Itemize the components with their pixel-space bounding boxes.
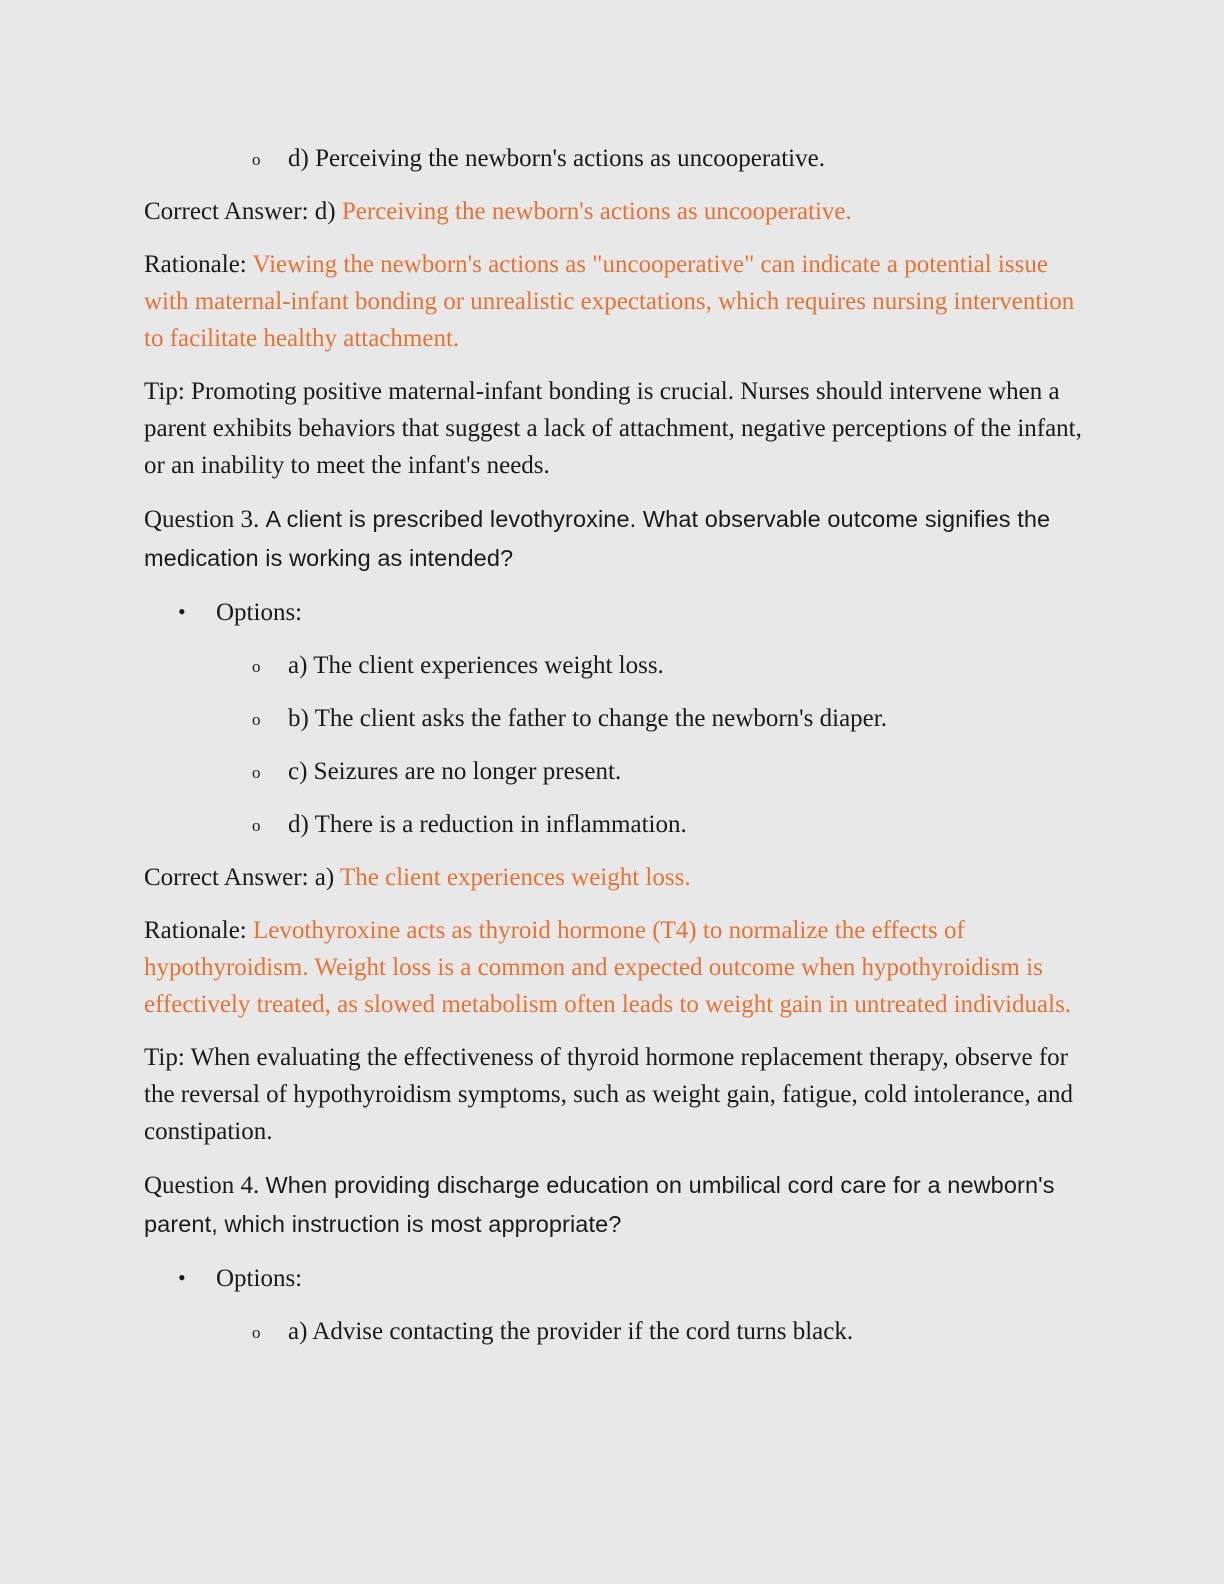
sub-bullet-marker: o: [252, 657, 261, 676]
answer-text: The client experiences weight loss.: [340, 864, 691, 891]
option-item: [144, 753, 1084, 790]
sub-bullet-marker: o: [252, 710, 261, 729]
rationale: [144, 246, 1084, 357]
rationale-prefix: Rationale:: [144, 251, 253, 278]
sub-bullet-marker: o: [252, 150, 261, 169]
option-text: d) Perceiving the newborn's actions as uncooperative.: [288, 145, 825, 172]
sub-bullet-marker: o: [252, 1323, 261, 1342]
correct-answer: [144, 859, 1084, 896]
options-label: Options:: [216, 1265, 303, 1292]
rationale-prefix: Rationale:: [144, 917, 253, 944]
sub-bullet-marker: o: [252, 763, 261, 782]
option-item: [144, 140, 1084, 177]
option-item: [144, 806, 1084, 843]
rationale: [144, 912, 1084, 1023]
option-item: [144, 647, 1084, 684]
answer-text: Perceiving the newborn's actions as uncooperative.: [341, 198, 852, 225]
bullet-marker: •: [178, 1265, 186, 1290]
question-3: [144, 500, 1084, 578]
options-label: Options:: [216, 599, 303, 626]
question-label: Question 3.: [144, 506, 266, 533]
option-text: b) The client asks the father to change the newborn's diaper.: [288, 705, 887, 732]
question-label: Question 4.: [144, 1172, 266, 1199]
rationale-text: Viewing the newborn's actions as "uncooperative" can indicate a potential issue with maternal-infant bonding or unrealistic expectations, which requires nursing intervention to facilitate healthy attachment.: [144, 251, 1075, 352]
option-text: d) There is a reduction in inflammation.: [288, 811, 687, 838]
rationale-text: Levothyroxine acts as thyroid hormone (T4) to normalize the effects of hypothyroidism. Weight loss is a common and expected outcome when hypothyroidism is effectively treated, as slowed metabolism often leads to weight gain in untreated individuals.: [144, 917, 1072, 1018]
correct-answer: [144, 193, 1084, 230]
options-heading: [144, 1260, 1084, 1297]
sub-bullet-marker: o: [252, 816, 261, 835]
document-page: [144, 140, 1084, 1350]
question-text: When providing discharge education on umbilical cord care for a newborn's parent, which instruction is most appropriate?: [144, 1172, 1055, 1237]
bullet-marker: •: [178, 599, 186, 624]
tip: Tip: When evaluating the effectiveness of thyroid hormone replacement therapy, observe for the reversal of hypothyroidism symptoms, such as weight gain, fatigue, cold intolerance, and constipation.: [144, 1044, 1073, 1145]
option-item: [144, 700, 1084, 737]
question-4: [144, 1166, 1084, 1244]
question-text: A client is prescribed levothyroxine. What observable outcome signifies the medication is working as intended?: [144, 506, 1051, 571]
option-text: a) Advise contacting the provider if the cord turns black.: [288, 1318, 854, 1345]
option-text: a) The client experiences weight loss.: [288, 652, 664, 679]
options-heading: [144, 594, 1084, 631]
tip: Tip: Promoting positive maternal-infant bonding is crucial. Nurses should intervene when a parent exhibits behaviors that suggest a lack of attachment, negative perceptions of the infant, or an inability to meet the infant's needs.: [144, 378, 1082, 479]
option-item: [144, 1313, 1084, 1350]
option-text: c) Seizures are no longer present.: [288, 758, 622, 785]
answer-prefix: Correct Answer: d): [144, 198, 342, 225]
answer-prefix: Correct Answer: a): [144, 864, 341, 891]
